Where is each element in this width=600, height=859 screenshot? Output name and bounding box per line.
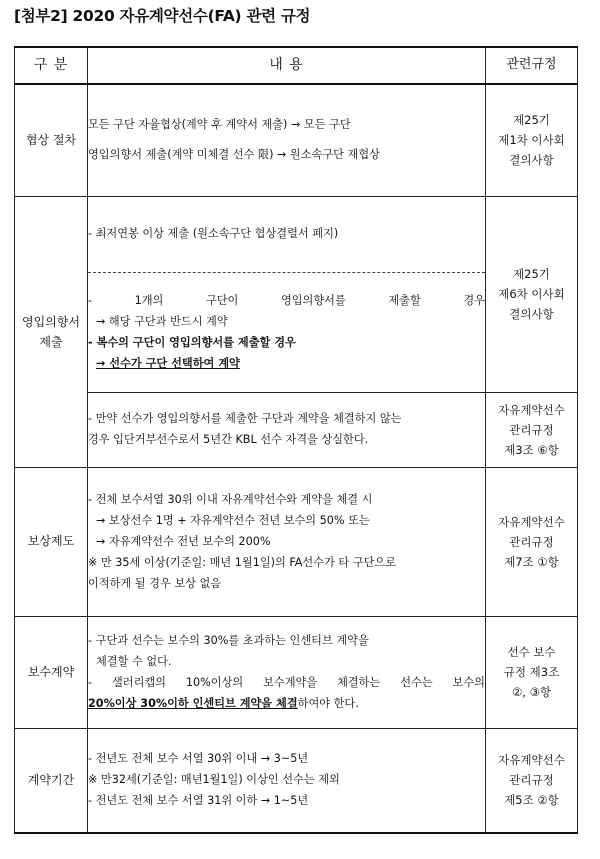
salary-word-5: 체결하는 <box>337 675 381 689</box>
category-intent <box>15 196 88 467</box>
intent-b-line-4 <box>88 356 485 372</box>
rule-intent-c-line-3: 제3조 ⑥항 <box>504 442 559 457</box>
compensation-line-3: → 자유계약선수 전년 보수의 200% <box>96 534 271 548</box>
category-intent-line-1: 영입의향서 <box>22 314 80 329</box>
salary-line-2: 체결할 수 없다. <box>96 654 172 668</box>
compensation-line-1: - 전체 보수서열 30위 이내 자유계약선수와 계약을 체결 시 <box>88 492 373 506</box>
rule-period-line-2: 관리규정 <box>509 773 554 788</box>
salary-word-2: 샐러리캡의 <box>111 675 166 689</box>
table-row-period <box>15 728 578 833</box>
header-category: 구 분 <box>15 47 88 84</box>
salary-line-1: - 구단과 선수는 보수의 30%를 초과하는 인센티브 계약을 <box>88 633 369 647</box>
intent-b-line-4-text: → 선수가 구단 선택하여 계약 <box>96 356 240 370</box>
rule-salary <box>486 616 578 728</box>
intent-a-line-1: - 최저연봉 이상 제출 (원소속구단 협상결렬서 폐지) <box>88 227 339 240</box>
rule-intent-c-line-2: 관리규정 <box>509 422 554 437</box>
intent-b-word-3: 구단이 <box>205 293 239 307</box>
content-negotiation <box>88 84 486 196</box>
rule-compensation-line-3: 제7조 ①항 <box>504 554 559 569</box>
table-row-intent-c <box>15 392 578 467</box>
period-line-1: - 전년도 전체 보수 서열 30위 이내 → 3~5년 <box>88 752 309 766</box>
rule-salary-line-1: 선수 보수 <box>507 645 556 659</box>
salary-line-3 <box>88 675 485 691</box>
negotiation-line-1: 모든 구단 자율협상(계약 후 계약서 제출) → 모든 구단 <box>88 118 351 132</box>
compensation-line-2: → 보상선수 1명 + 자유계약선수 전년 보수의 50% 또는 <box>96 513 370 527</box>
intent-b-word-4: 영입의향서를 <box>280 293 346 307</box>
period-line-3: - 전년도 전체 보수 서열 31위 이하 → 1~5년 <box>88 794 309 808</box>
content-compensation <box>88 467 486 616</box>
rule-period <box>486 728 578 833</box>
compensation-line-5: 이적하게 될 경우 보상 없음 <box>88 576 222 590</box>
intent-b-line-2: → 해당 구단과 반드시 계약 <box>96 314 228 328</box>
rule-intent-c <box>486 392 578 467</box>
content-period <box>88 728 486 833</box>
intent-c-line-2: 경우 입단거부선수로서 5년간 KBL 선수 자격을 상실한다. <box>88 433 369 446</box>
category-negotiation: 협상 절차 <box>15 84 88 196</box>
intent-b-line-1 <box>88 293 485 309</box>
rule-negotiation-line-1: 제25기 <box>513 113 550 128</box>
header-rule: 관련규정 <box>486 47 578 84</box>
rule-intent-ab-line-3: 결의사항 <box>509 307 554 321</box>
category-salary: 보수계약 <box>15 616 88 728</box>
intent-b-word-5: 제출할 <box>388 293 421 307</box>
salary-word-3: 10%이상의 <box>185 675 244 689</box>
rule-intent-c-line-1: 자유계약선수 <box>498 402 565 417</box>
rule-intent-ab <box>486 196 578 392</box>
rule-negotiation <box>486 84 578 196</box>
compensation-line-4: ※ 만 35세 이상(기준일: 매년 1월1일)의 FA선수가 타 구단으로 <box>88 555 396 569</box>
table-row-intent-a <box>15 196 578 272</box>
period-line-2: ※ 만32세(기준일: 매년1월1일) 이상인 선수는 제외 <box>88 773 340 787</box>
salary-line-4-rest: 하여야 한다. <box>297 696 359 710</box>
table-row-salary <box>15 616 578 728</box>
intent-b-word-6: 경우 <box>463 293 485 307</box>
intent-b-word-2: 1개의 <box>134 293 164 307</box>
rule-period-line-3: 제5조 ②항 <box>504 793 559 808</box>
fa-rules-table <box>14 46 578 834</box>
salary-word-4: 보수계약을 <box>263 675 318 689</box>
content-intent-a <box>88 196 486 272</box>
table-row-compensation <box>15 467 578 616</box>
salary-line-4-bold: 20%이상 30%이하 인센티브 계약을 체결 <box>88 696 298 710</box>
negotiation-line-2: 영입의향서 제출(계약 미체결 선수 限) → 원소속구단 재협상 <box>88 148 380 162</box>
rule-negotiation-line-2: 제1차 이사회 <box>498 133 565 148</box>
salary-word-1: - <box>88 675 93 689</box>
rule-compensation <box>486 467 578 616</box>
rule-intent-ab-line-1: 제25기 <box>513 267 550 281</box>
rule-compensation-line-2: 관리규정 <box>509 534 554 549</box>
salary-word-6: 선수는 <box>400 675 433 689</box>
intent-b-line-3: - 복수의 구단이 영입의향서를 제출할 경우 <box>88 335 296 349</box>
intent-c-line-1: - 만약 선수가 영입의향서를 제출한 구단과 계약을 체결하지 않는 <box>88 412 402 425</box>
rule-period-line-1: 자유계약선수 <box>498 753 565 768</box>
table-row-negotiation <box>15 84 578 196</box>
content-salary <box>88 616 486 728</box>
table-header-row <box>15 47 578 84</box>
category-intent-line-2: 제출 <box>39 334 63 349</box>
rule-compensation-line-1: 자유계약선수 <box>498 514 565 529</box>
rule-intent-ab-line-2: 제6차 이사회 <box>498 287 565 301</box>
document-title: [첨부2] 2020 자유계약선수(FA) 관련 규정 <box>14 7 311 25</box>
content-intent-b <box>88 272 486 392</box>
rule-salary-line-3: ②, ③항 <box>511 685 552 699</box>
content-intent-c <box>88 392 486 467</box>
category-compensation: 보상제도 <box>15 467 88 616</box>
rule-negotiation-line-3: 결의사항 <box>509 153 554 168</box>
intent-b-word-1: - <box>88 293 93 307</box>
header-content: 내 용 <box>88 47 486 84</box>
salary-line-4 <box>88 696 485 712</box>
rule-salary-line-2: 규정 제3조 <box>503 665 560 679</box>
category-period: 계약기간 <box>15 728 88 833</box>
salary-word-7: 보수의 <box>452 675 485 689</box>
